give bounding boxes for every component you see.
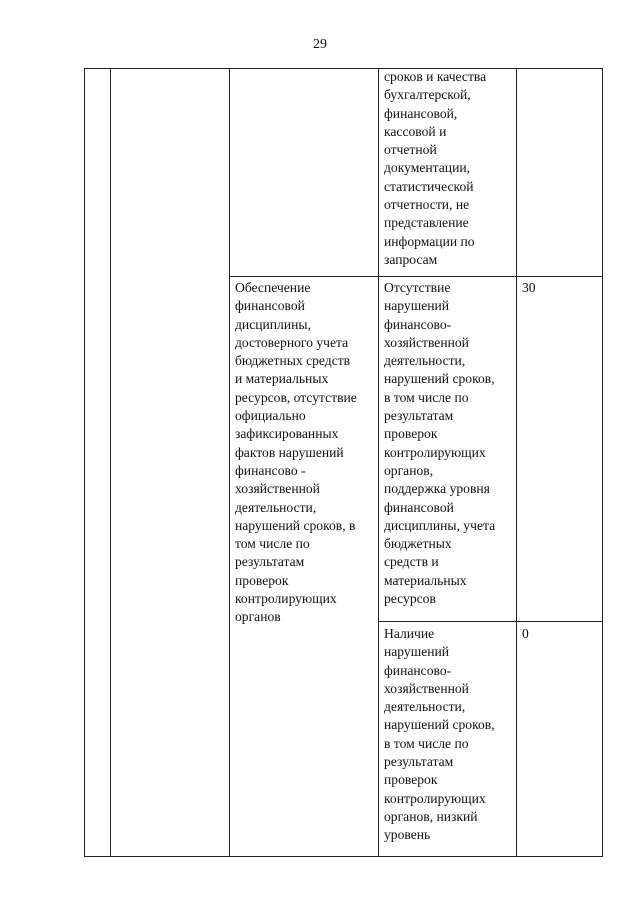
criteria-table <box>84 68 603 857</box>
indicator-presence-cell: Наличие нарушений финансово- хозяйственной деятельности, нарушений сроков, в том числе по результатам проверок контролирующих органов, низкий уровень <box>384 626 495 843</box>
criterion-cell: Обеспечение финансовой дисциплины, достоверного учета бюджетных средств и материальных ресурсов, отсутствие официально зафиксированных фактов нарушений финансово - хозяйственной деятельности, нарушений сроков, в том числе по результатам проверок контролирующих органов <box>235 280 357 625</box>
points-absence-cell: 30 <box>522 280 536 295</box>
indicator-absence-cell: Отсутствие нарушений финансово- хозяйственной деятельности, нарушений сроков, в том числе по результатам проверок контролирующих органов, поддержка уровня финансовой дисциплины, учета бюджетных средств и материальных ресурсов <box>384 280 496 607</box>
column-divider-1 <box>110 68 111 857</box>
column-divider-3 <box>378 68 379 857</box>
points-presence-cell: 0 <box>522 626 529 641</box>
table-border-bottom <box>84 856 603 857</box>
column-divider-4 <box>516 68 517 857</box>
row-divider-2 <box>378 621 603 622</box>
page-number: 29 <box>313 37 327 52</box>
table-border-left <box>84 68 85 857</box>
indicator-continuation-cell: сроков и качества бухгалтерской, финансовой, кассовой и отчетной документации, статистической отчетности, не представление информации по запросам <box>384 69 487 267</box>
row-divider-1 <box>229 276 603 277</box>
column-divider-2 <box>229 68 230 857</box>
table-border-top <box>84 68 603 69</box>
table-border-right <box>602 68 603 857</box>
